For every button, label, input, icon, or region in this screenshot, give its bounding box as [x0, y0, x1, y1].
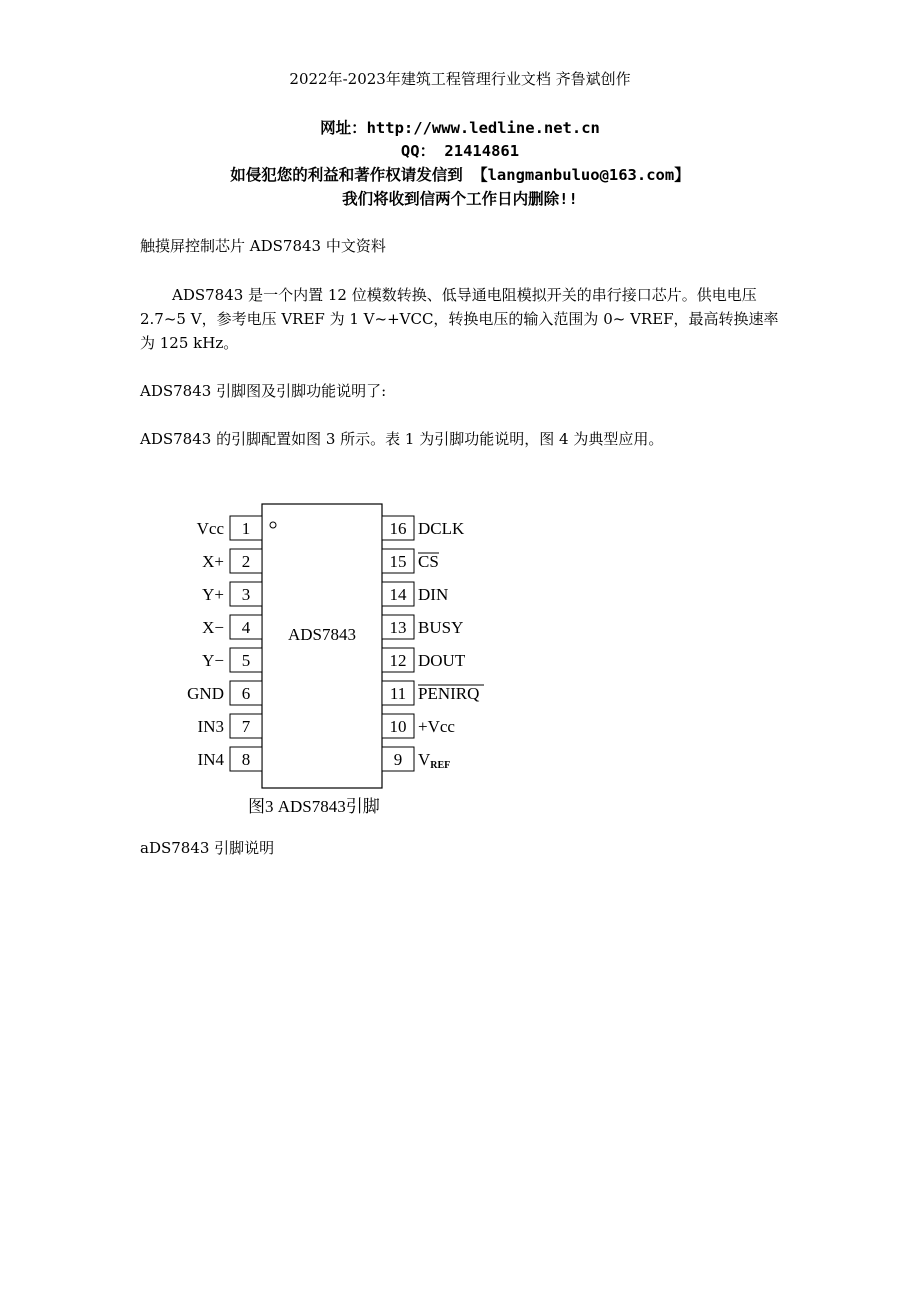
pin-name-main: BUSY [418, 618, 464, 637]
pin-number: 11 [389, 684, 407, 703]
pin-number: 2 [241, 552, 251, 571]
pin-name: IN4 [197, 750, 224, 769]
deletion-notice: 我们将收到信两个工作日内删除!! [342, 190, 578, 208]
pin-name-main: DCLK [418, 519, 465, 538]
pin-name [418, 585, 448, 604]
pin-number: 8 [241, 750, 251, 769]
pins-heading: ADS7843 引脚图及引脚功能说明了: [140, 382, 387, 400]
pin-name-main: DOUT [418, 651, 466, 670]
pinout-diagram [180, 500, 500, 825]
pin-number: 1 [241, 519, 251, 538]
pin-name [418, 750, 450, 771]
pin-number: 16 [389, 519, 407, 538]
pin-name [418, 684, 479, 703]
pin-number: 4 [241, 618, 251, 637]
pin-name: X+ [202, 552, 224, 571]
pin-name: IN3 [197, 717, 224, 736]
pin-number: 6 [241, 684, 251, 703]
qq-line: QQ： 21414861 [400, 142, 520, 160]
pin-name: X− [202, 618, 224, 637]
pin-number: 15 [389, 552, 407, 571]
pin-name [418, 618, 463, 637]
pin-name-main: V [418, 750, 431, 769]
pin-number: 3 [241, 585, 251, 604]
pin-name [418, 552, 439, 571]
pin-number: 12 [389, 651, 407, 670]
pin-number: 10 [389, 717, 407, 736]
pin-number: 9 [393, 750, 403, 769]
pin-name-main: PENIRQ [418, 684, 480, 703]
document-title: 2022年-2023年建筑工程管理行业文档 齐鲁斌创作 [289, 70, 631, 88]
article-body: ADS7843 是一个内置 12 位模数转换、低导通电阻模拟开关的串行接口芯片。供电电压 2.7~5 V，参考电压 VREF 为 1 V~+VCC，转换电压的输入范围为 0~ VREF，最高转换速率为 125 kHz。 [140, 286, 779, 352]
pin-number: 13 [389, 618, 407, 637]
pin-name-main: CS [418, 552, 439, 571]
chip-body [262, 504, 382, 788]
pin-name: GND [187, 684, 224, 703]
pin-name-main: +Vcc [418, 717, 455, 736]
pin-number: 14 [389, 585, 407, 604]
copyright-notice: 如侵犯您的利益和著作权请发信到 【langmanbuluo@163.com】 [230, 166, 690, 184]
pin-name [418, 651, 466, 670]
chip-label: ADS7843 [287, 625, 357, 644]
pin-name [418, 519, 465, 538]
pin-name [418, 717, 455, 736]
figure-caption: 图3 ADS7843引脚 [248, 797, 380, 816]
pin-name-main: DIN [418, 585, 449, 604]
pin-name-subscript: REF [430, 760, 451, 771]
pin-number: 5 [241, 651, 251, 670]
pin-number: 7 [241, 717, 251, 736]
article-heading: 触摸屏控制芯片 ADS7843 中文资料 [140, 237, 386, 255]
website-line: 网址：http://www.ledline.net.cn [320, 119, 600, 137]
pin-name: Y− [202, 651, 224, 670]
pin-name: Y+ [202, 585, 224, 604]
pin-name: Vcc [196, 519, 224, 538]
pin-config-text: ADS7843 的引脚配置如图 3 所示。表 1 为引脚功能说明，图 4 为典型应用。 [140, 430, 664, 448]
pin-description-caption: aDS7843 引脚说明 [140, 839, 275, 857]
